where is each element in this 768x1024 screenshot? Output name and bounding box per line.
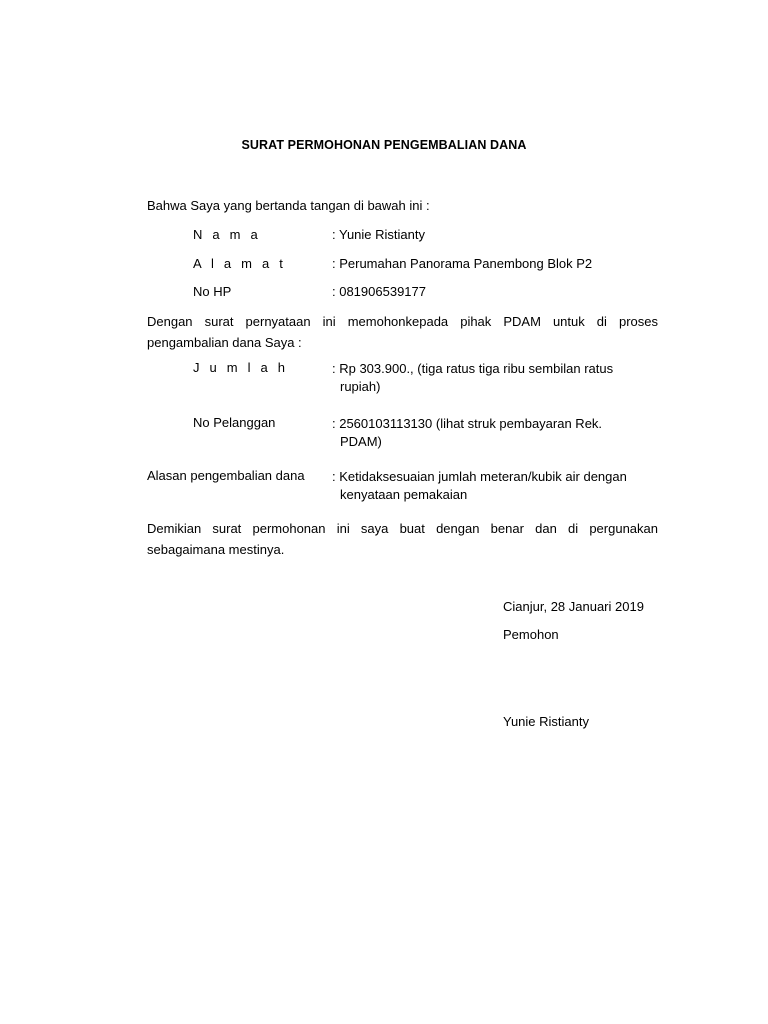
name-value: : Yunie Ristianty <box>332 227 425 242</box>
amount-value-line2: rupiah) <box>340 379 381 394</box>
reason-label: Alasan pengembalian dana <box>147 468 305 483</box>
amount-value-line1: : Rp 303.900., (tiga ratus tiga ribu sembilan ratus <box>332 361 614 376</box>
letter-title: SURAT PERMOHONAN PENGEMBALIAN DANA <box>241 138 527 152</box>
name-label: N a m a <box>193 227 261 242</box>
closing-paragraph: Demikian surat permohonan ini saya buat dengan benar dan di pergunakan sebagaimana mestinya. <box>147 521 658 557</box>
amount-label: J u m l a h <box>193 360 289 375</box>
address-value: : Perumahan Panorama Panembong Blok P2 <box>332 256 593 271</box>
place-date: Cianjur, 28 Januari 2019 <box>503 599 644 614</box>
signer-role: Pemohon <box>503 627 559 642</box>
phone-label: No HP <box>193 284 232 299</box>
customer-number-line1: : 2560103113130 (lihat struk pembayaran Rek. <box>332 416 603 431</box>
reason-value-line2: kenyataan pemakaian <box>340 487 468 502</box>
customer-number-line2: PDAM) <box>340 434 382 449</box>
customer-number-label: No Pelanggan <box>193 415 276 430</box>
reason-value-line1: : Ketidaksesuaian jumlah meteran/kubik air dengan <box>332 469 627 484</box>
address-label: A l a m a t <box>193 256 287 271</box>
reason-value <box>332 468 662 504</box>
intro-text: Bahwa Saya yang bertanda tangan di bawah ini : <box>147 198 430 213</box>
customer-number-value <box>332 415 662 451</box>
amount-value <box>332 360 662 396</box>
signer-name: Yunie Ristianty <box>503 714 589 729</box>
phone-value: : 081906539177 <box>332 284 426 299</box>
statement-paragraph: Dengan surat pernyataan ini memohonkepada pihak PDAM untuk di proses pengambalian dana Saya : <box>147 314 658 350</box>
